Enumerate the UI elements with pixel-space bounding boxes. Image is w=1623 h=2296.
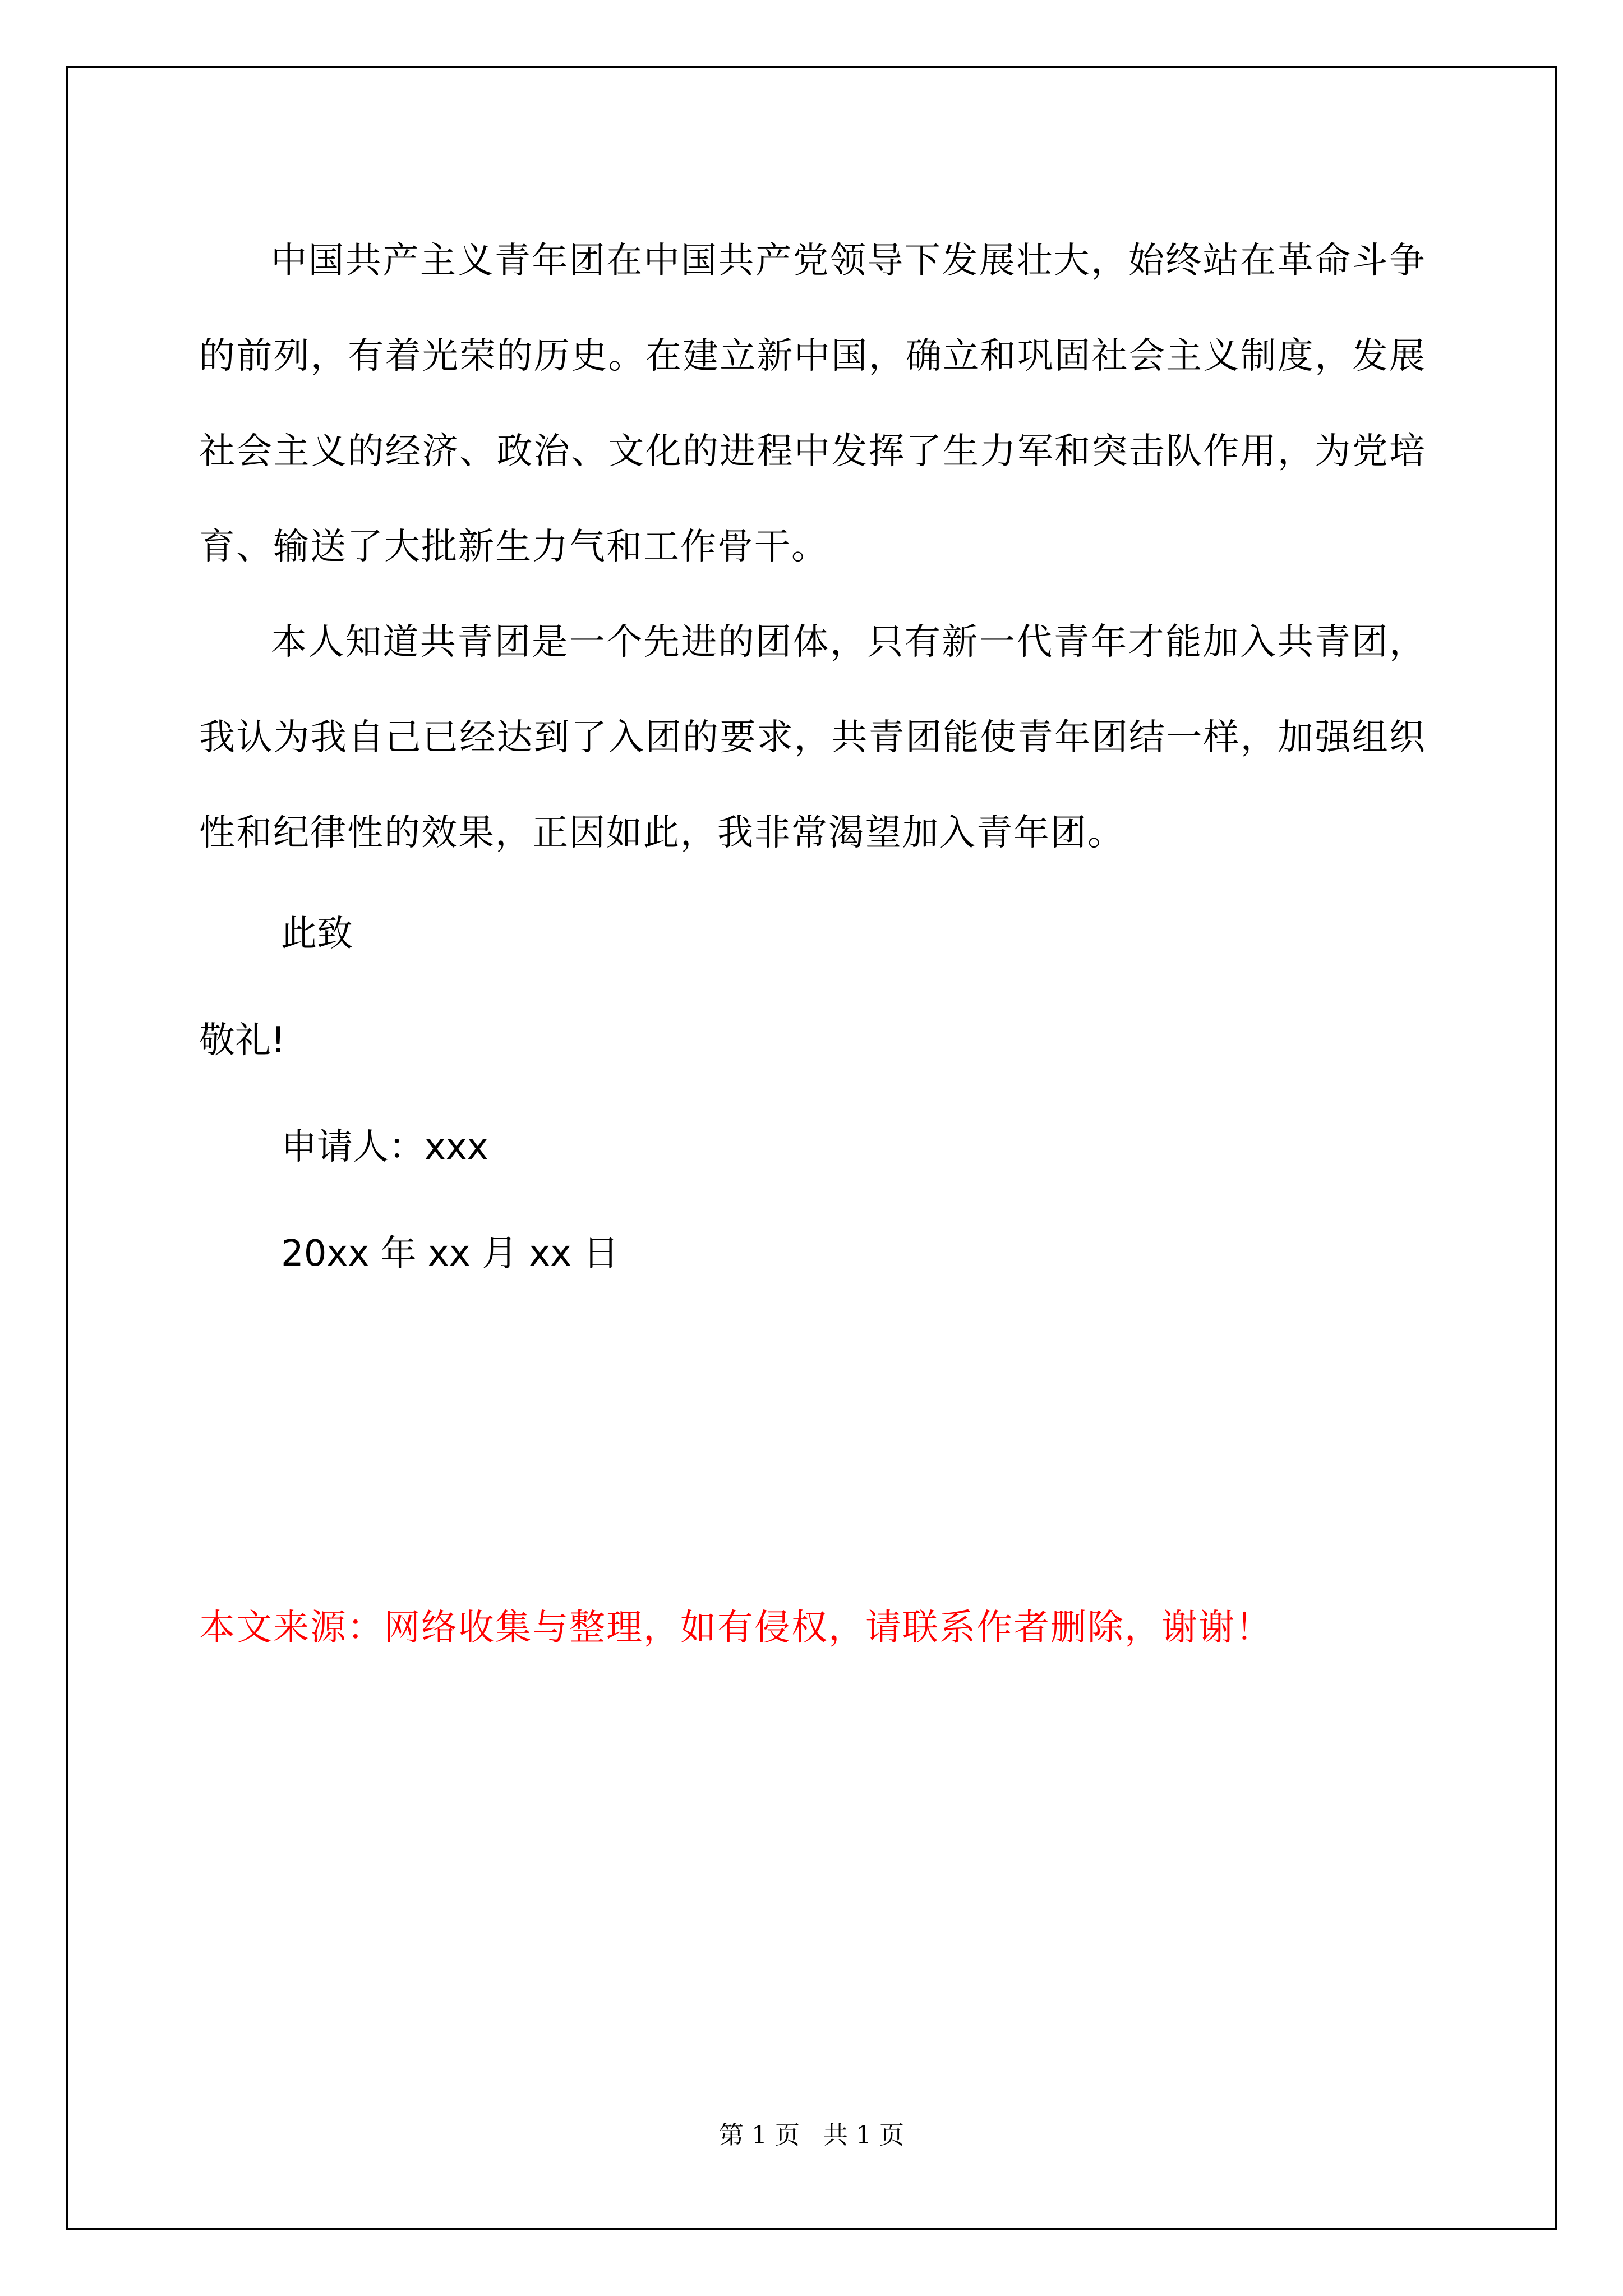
paragraph-2: 本人知道共青团是一个先进的团体，只有新一代青年才能加入共青团，我认为我自己已经达到了入团的要求，共青团能使青年团结一样，加强组织性和纪律性的效果，正因如此，我非常渴望加入青年团。 (199, 622, 1426, 854)
salutation-text: 敬礼! (199, 1020, 285, 1061)
source-note: 本文来源：网络收集与整理，如有侵权，请联系作者删除，谢谢！ (199, 1607, 1272, 1649)
date-text: 20xx 年 xx 月 xx 日 (281, 1233, 619, 1274)
applicant-signature: 申请人：xxx (281, 1126, 488, 1168)
document-body (199, 213, 1426, 1307)
closing-text: 此致 (281, 913, 353, 955)
paragraph-1: 中国共产主义青年团在中国共产党领导下发展壮大，始终站在革命斗争的前列，有着光荣的历史。在建立新中国，确立和巩固社会主义制度，发展社会主义的经济、政治、文化的进程中发挥了生力军和突击队作用，为党培育、输送了大批新生力气和工作骨干。 (199, 240, 1426, 568)
page-number-footer: 第 1 页 共 1 页 (719, 2121, 904, 2150)
